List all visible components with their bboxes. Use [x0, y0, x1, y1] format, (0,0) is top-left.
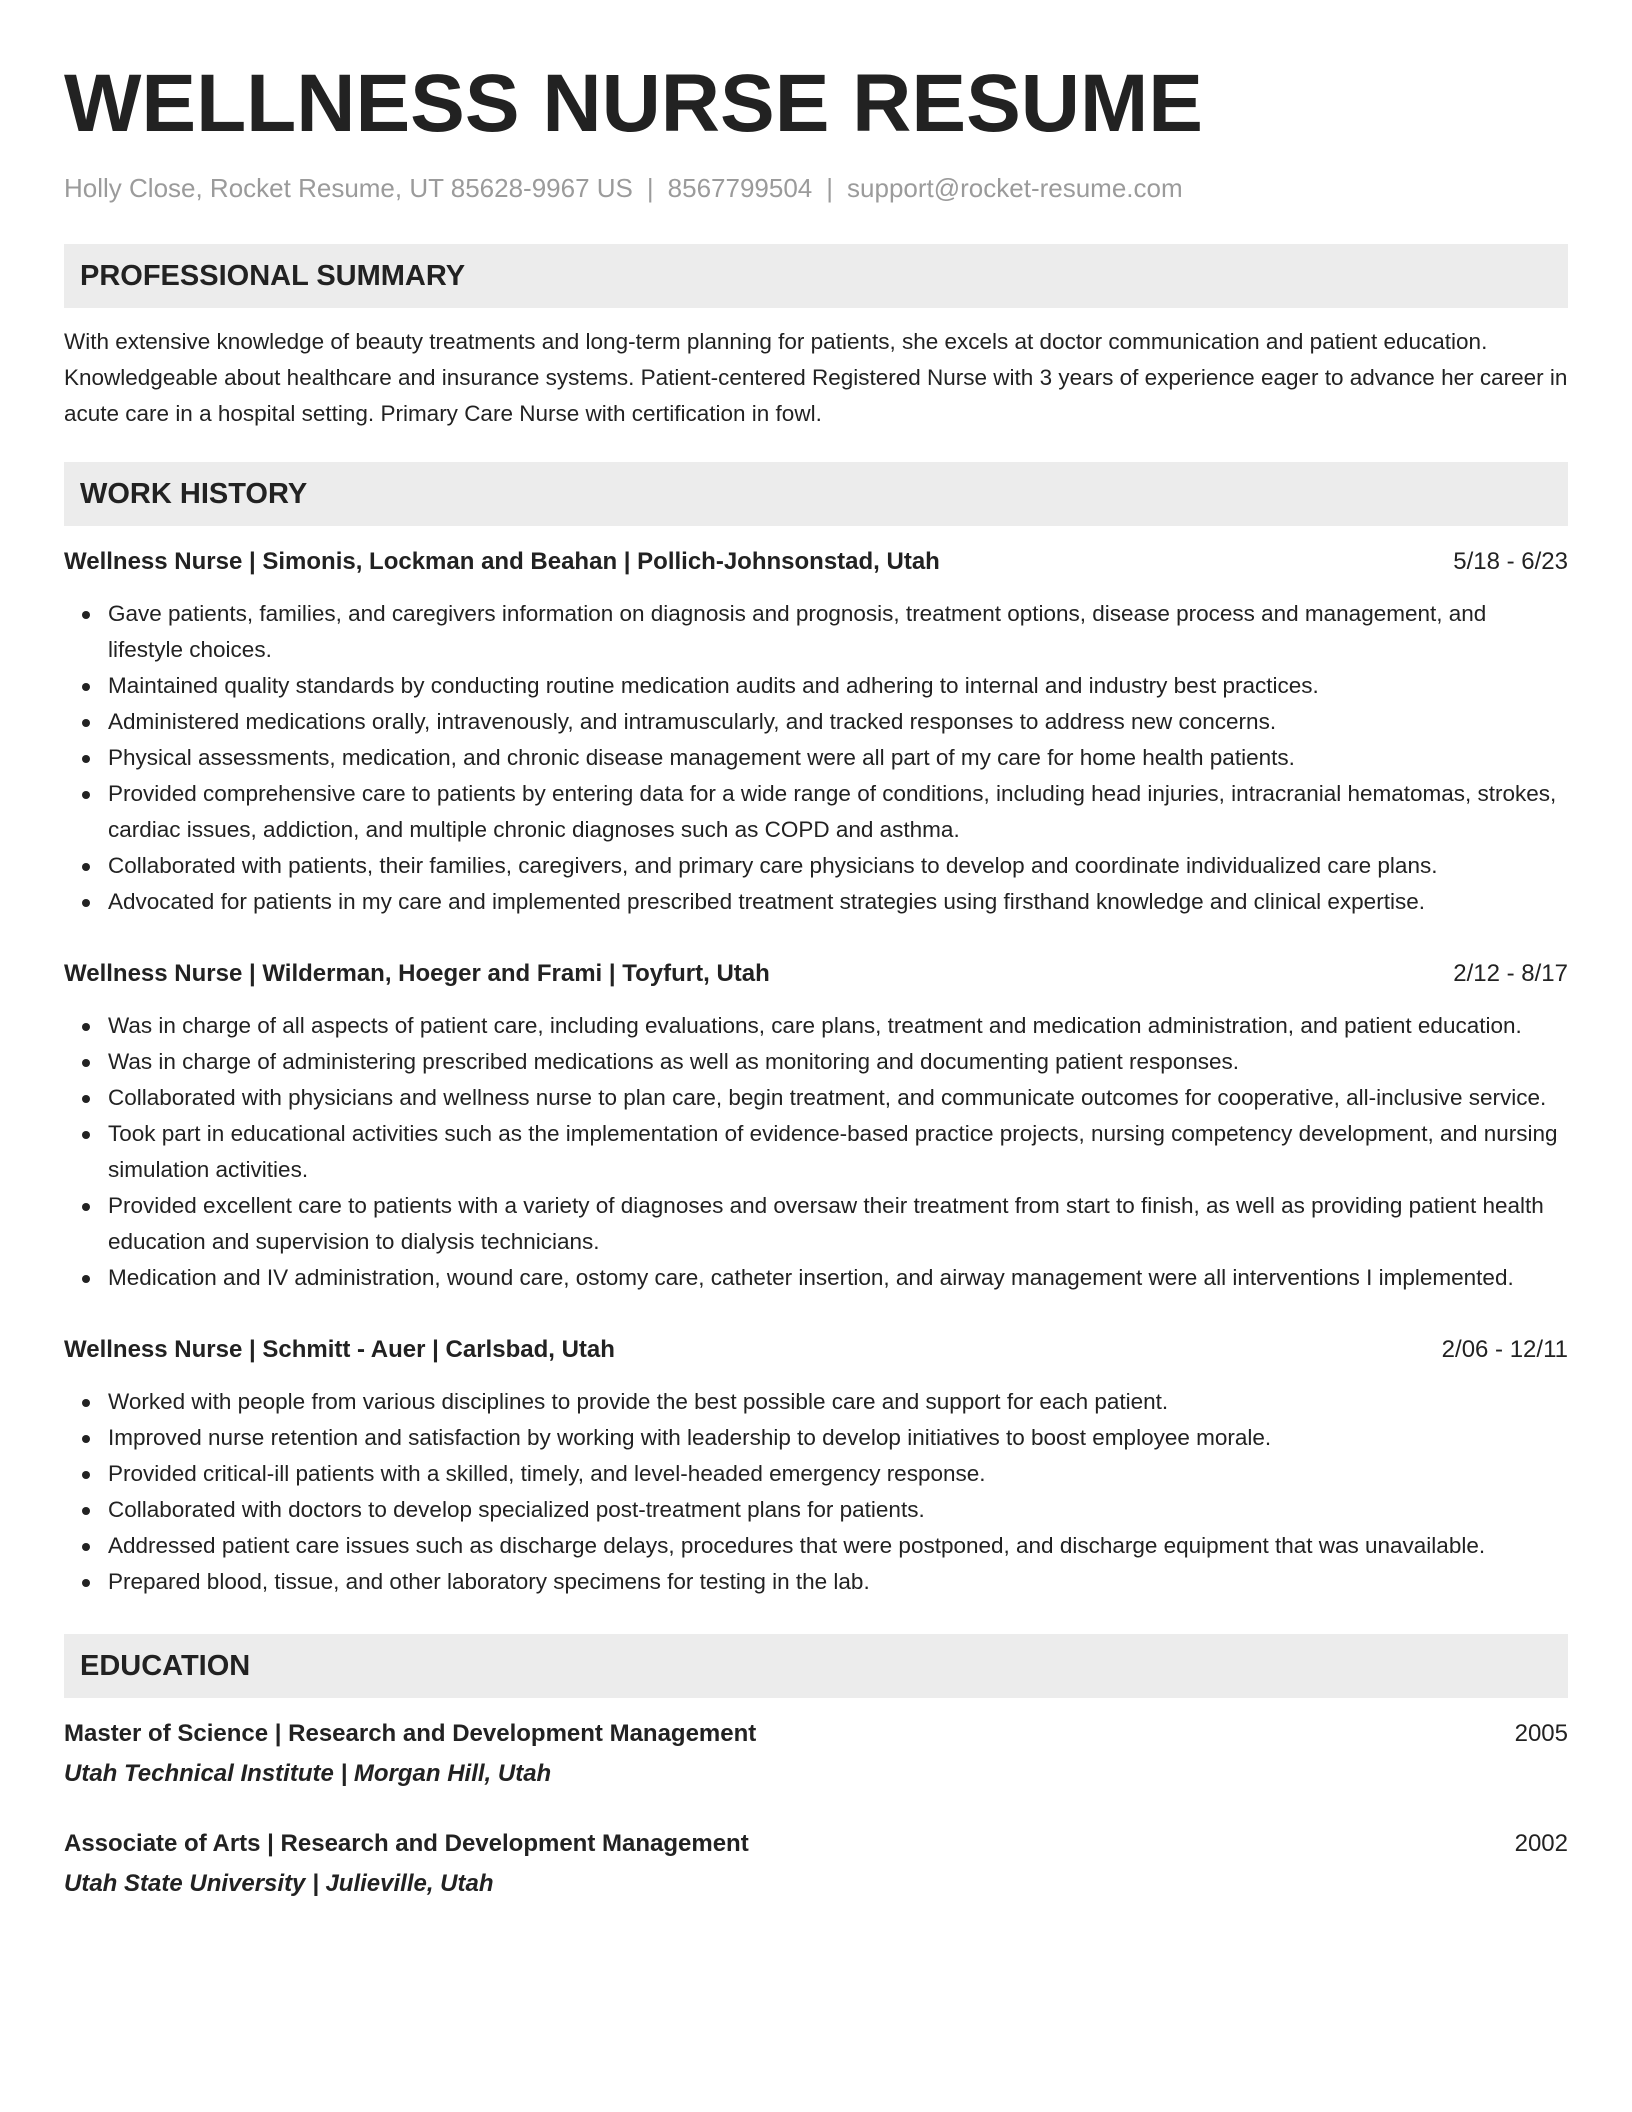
job-dates: 5/18 - 6/23 [1453, 548, 1568, 575]
professional-summary-section [64, 244, 1568, 432]
job-dates: 2/12 - 8/17 [1453, 960, 1568, 987]
list-item: Maintained quality standards by conducting routine medication audits and adhering to internal and industry best practices. [108, 668, 1568, 704]
contact-address: Holly Close, Rocket Resume, UT 85628-9967 US [64, 173, 633, 203]
education-degree: Associate of Arts | Research and Development Management [64, 1830, 749, 1857]
job-title: Wellness Nurse | Wilderman, Hoeger and Frami | Toyfurt, Utah [64, 960, 770, 987]
list-item: Prepared blood, tissue, and other laboratory specimens for testing in the lab. [108, 1564, 1568, 1600]
list-item: Worked with people from various disciplines to provide the best possible care and support for each patient. [108, 1384, 1568, 1420]
job-bullets [64, 1384, 1568, 1600]
job-dates: 2/06 - 12/11 [1441, 1336, 1568, 1363]
resume-page [64, 56, 1568, 1902]
education-entry [64, 1716, 1568, 1792]
list-item: Improved nurse retention and satisfaction by working with leadership to develop initiatives to boost employee morale. [108, 1420, 1568, 1456]
education-header [64, 1716, 1568, 1752]
job-entry [64, 544, 1568, 920]
list-item: Was in charge of all aspects of patient care, including evaluations, care plans, treatment and medication administration, and patient education. [108, 1008, 1568, 1044]
education-header [64, 1826, 1568, 1862]
contact-line [64, 172, 1568, 204]
education-year: 2002 [1514, 1830, 1568, 1857]
list-item: Physical assessments, medication, and chronic disease management were all part of my care for home health patients. [108, 740, 1568, 776]
section-heading: EDUCATION [64, 1634, 1568, 1698]
contact-email[interactable]: support@rocket-resume.com [847, 173, 1183, 203]
job-header [64, 1332, 1568, 1368]
contact-separator: | [646, 173, 654, 203]
job-bullets [64, 1008, 1568, 1296]
job-bullets [64, 596, 1568, 920]
list-item: Medication and IV administration, wound care, ostomy care, catheter insertion, and airway management were all interventions I implemented. [108, 1260, 1568, 1296]
resume-title: WELLNESS NURSE RESUME [64, 58, 1203, 149]
job-title: Wellness Nurse | Schmitt - Auer | Carlsbad, Utah [64, 1336, 615, 1363]
summary-text: With extensive knowledge of beauty treatments and long-term planning for patients, she excels at doctor communication and patient education. Knowledgeable about healthcare and insurance systems. Patient-centered Registered Nurse with 3 years of experience eager to advance her career in acute care in a hospital setting. Primary Care Nurse with certification in fowl. [64, 329, 1568, 426]
list-item: Gave patients, families, and caregivers information on diagnosis and prognosis, treatment options, disease process and management, and lifestyle choices. [108, 596, 1568, 668]
list-item: Collaborated with doctors to develop specialized post-treatment plans for patients. [108, 1492, 1568, 1528]
section-heading: PROFESSIONAL SUMMARY [64, 244, 1568, 308]
list-item: Collaborated with physicians and wellness nurse to plan care, begin treatment, and communicate outcomes for cooperative, all-inclusive service. [108, 1080, 1568, 1116]
list-item: Provided critical-ill patients with a skilled, timely, and level-headed emergency response. [108, 1456, 1568, 1492]
list-item: Took part in educational activities such as the implementation of evidence-based practice projects, nursing competency development, and nursing simulation activities. [108, 1116, 1568, 1188]
education-year: 2005 [1514, 1720, 1568, 1747]
list-item: Administered medications orally, intravenously, and intramuscularly, and tracked responses to address new concerns. [108, 704, 1568, 740]
job-header [64, 544, 1568, 580]
list-item: Addressed patient care issues such as discharge delays, procedures that were postponed, and discharge equipment that was unavailable. [108, 1528, 1568, 1564]
job-entry [64, 1332, 1568, 1600]
list-item: Provided excellent care to patients with a variety of diagnoses and oversaw their treatment from start to finish, as well as providing patient health education and supervision to dialysis technicians. [108, 1188, 1568, 1260]
education-degree: Master of Science | Research and Development Management [64, 1720, 757, 1747]
section-heading: WORK HISTORY [64, 462, 1568, 526]
list-item: Was in charge of administering prescribed medications as well as monitoring and documenting patient responses. [108, 1044, 1568, 1080]
contact-phone: 8567799504 [667, 173, 813, 203]
education-section [64, 1634, 1568, 1902]
list-item: Advocated for patients in my care and implemented prescribed treatment strategies using firsthand knowledge and clinical expertise. [108, 884, 1568, 920]
job-entry [64, 956, 1568, 1296]
list-item: Collaborated with patients, their families, caregivers, and primary care physicians to develop and coordinate individualized care plans. [108, 848, 1568, 884]
work-history-section [64, 462, 1568, 1600]
education-school: Utah State University | Julieville, Utah [64, 1870, 494, 1897]
education-entry [64, 1826, 1568, 1902]
education-school: Utah Technical Institute | Morgan Hill, Utah [64, 1760, 552, 1787]
job-title: Wellness Nurse | Simonis, Lockman and Beahan | Pollich-Johnsonstad, Utah [64, 548, 940, 575]
contact-separator: | [826, 173, 834, 203]
job-header [64, 956, 1568, 992]
list-item: Provided comprehensive care to patients by entering data for a wide range of conditions, including head injuries, intracranial hematomas, strokes, cardiac issues, addiction, and multiple chronic diagnoses such as COPD and asthma. [108, 776, 1568, 848]
